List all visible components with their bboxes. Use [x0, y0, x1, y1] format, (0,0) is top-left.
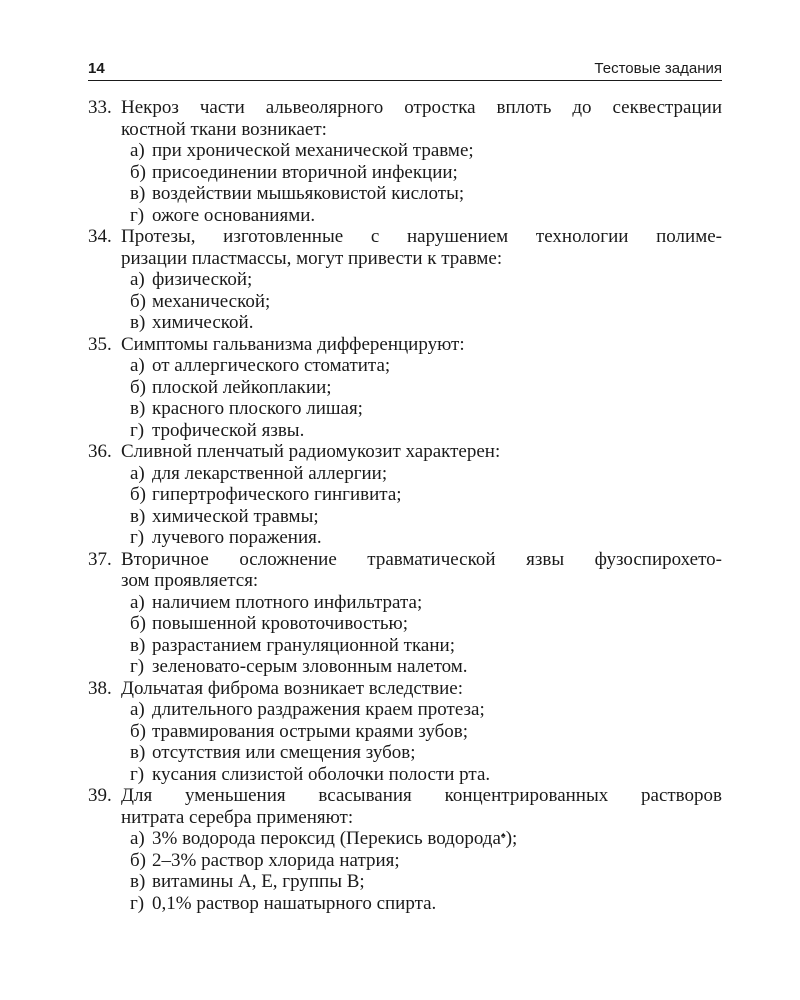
option-text: травмирования острыми краями зубов;: [152, 720, 469, 742]
option-text: 3% водорода пероксид (Перекись водорода: [152, 828, 501, 849]
answer-option: [88, 699, 722, 721]
question-38: [88, 678, 722, 786]
answer-option: [88, 893, 722, 915]
option-text: химической травмы;: [152, 505, 319, 527]
option-text: 2–3% раствор хлорида натрия;: [152, 849, 400, 871]
answer-option: [88, 140, 722, 162]
question-text-continued: зом проявляется:: [121, 570, 259, 591]
option-text: плоской лейкоплакии;: [152, 376, 332, 398]
answer-option: [88, 506, 722, 528]
option-letter: в): [130, 398, 146, 419]
question-number: 36.: [88, 441, 112, 462]
option-letter: г): [130, 419, 145, 441]
answer-option: [88, 420, 722, 442]
answer-option: [88, 592, 722, 614]
question-number: 37.: [88, 548, 112, 570]
option-letter: в): [130, 505, 146, 527]
option-text: наличием плотного инфильтрата;: [152, 591, 423, 613]
option-letter: а): [130, 591, 145, 613]
answer-option: [88, 850, 722, 872]
answer-option: [88, 205, 722, 227]
option-letter: а): [130, 140, 145, 161]
answer-option: [88, 742, 722, 764]
option-text: физической;: [152, 269, 253, 290]
running-header: [88, 60, 722, 81]
option-letter: б): [130, 376, 146, 398]
answer-option: [88, 613, 722, 635]
question-34: [88, 226, 722, 334]
option-text: повышенной кровоточивостью;: [152, 613, 409, 634]
answer-option: [88, 463, 722, 485]
answer-option: [88, 355, 722, 377]
question-text: Симптомы гальванизма дифференцируют:: [121, 333, 465, 355]
option-letter: г): [130, 656, 145, 677]
option-letter: в): [130, 312, 146, 333]
option-letter: в): [130, 634, 146, 656]
option-letter: в): [130, 871, 146, 892]
option-letter: б): [130, 484, 146, 505]
answer-option: [88, 635, 722, 657]
option-text: кусания слизистой оболочки полости рта.: [152, 763, 491, 785]
question-39: [88, 785, 722, 914]
option-letter: а): [130, 269, 145, 290]
option-text-end: );: [505, 828, 518, 849]
option-text: для лекарственной аллергии;: [152, 462, 388, 484]
question-33: [88, 97, 722, 226]
option-text: от аллергического стоматита;: [152, 355, 391, 376]
question-text-continued: нитрата серебра применяют:: [121, 806, 354, 828]
answer-option: [88, 871, 722, 893]
answer-option: [88, 183, 722, 205]
trademark-mark-icon: ♠: [500, 830, 506, 840]
option-text: гипертрофического гингивита;: [152, 484, 402, 505]
section-title: Тестовые задания: [594, 60, 722, 77]
answer-option: [88, 484, 722, 506]
option-letter: б): [130, 720, 146, 742]
question-text: Вторичное осложнение травматической язвы фузоспирохето-: [121, 548, 722, 570]
option-text: 0,1% раствор нашатырного спирта.: [152, 892, 437, 914]
question-number: 35.: [88, 333, 112, 355]
option-text: присоединении вторичной инфекции;: [152, 161, 458, 183]
question-text: Дольчатая фиброма возникает вследствие:: [121, 677, 463, 699]
page: [88, 60, 722, 914]
option-letter: б): [130, 161, 146, 183]
option-text: длительного раздражения краем протеза;: [152, 699, 485, 720]
answer-option: [88, 764, 722, 786]
answer-option: [88, 721, 722, 743]
answer-option: [88, 312, 722, 334]
option-letter: б): [130, 613, 146, 634]
option-text: красного плоского лишая;: [152, 398, 363, 419]
option-letter: г): [130, 763, 145, 785]
option-text: воздействии мышьяковистой кислоты;: [152, 183, 465, 204]
answer-option: [88, 527, 722, 549]
question-text: Протезы, изготовленные с нарушением технологии полиме-: [121, 226, 722, 247]
option-letter: в): [130, 742, 146, 763]
question-text: Сливной пленчатый радиомукозит характерен:: [121, 441, 501, 462]
question-36: [88, 441, 722, 549]
question-text: Некроз части альвеолярного отростка вплоть до секвестрации: [121, 97, 722, 118]
question-number: 34.: [88, 226, 112, 247]
option-text: витамины A, E, группы B;: [152, 871, 365, 892]
question-text-continued: костной ткани возникает:: [121, 118, 327, 140]
option-letter: а): [130, 699, 145, 720]
answer-option: [88, 291, 722, 313]
option-letter: г): [130, 527, 145, 548]
question-35: [88, 334, 722, 442]
answer-option: [88, 162, 722, 184]
option-text: разрастанием грануляционной ткани;: [152, 634, 455, 656]
option-text: химической.: [152, 312, 254, 333]
question-number: 38.: [88, 677, 112, 699]
option-text: при хронической механической травме;: [152, 140, 474, 161]
page-number: 14: [88, 60, 105, 77]
answer-option: [88, 656, 722, 678]
option-letter: а): [130, 828, 145, 849]
question-list: [88, 97, 722, 914]
option-text: ожоге основаниями.: [152, 204, 316, 226]
option-letter: б): [130, 849, 146, 871]
answer-option: [88, 269, 722, 291]
option-text: отсутствия или смещения зубов;: [152, 742, 416, 763]
question-text-continued: ризации пластмассы, могут привести к травме:: [121, 247, 503, 269]
answer-option: [88, 377, 722, 399]
option-letter: в): [130, 183, 146, 204]
answer-option: [88, 398, 722, 420]
option-letter: а): [130, 355, 145, 376]
question-number: 39.: [88, 785, 112, 806]
answer-option: [88, 828, 722, 850]
option-letter: б): [130, 290, 146, 312]
option-text: трофической язвы.: [152, 419, 305, 441]
question-37: [88, 549, 722, 678]
option-letter: г): [130, 204, 145, 226]
option-text: зеленовато-серым зловонным налетом.: [152, 656, 468, 677]
question-text: Для уменьшения всасывания концентрированных растворов: [121, 785, 722, 806]
option-letter: г): [130, 892, 145, 914]
option-text: механической;: [152, 290, 271, 312]
option-text: лучевого поражения.: [152, 527, 322, 548]
option-letter: а): [130, 462, 145, 484]
question-number: 33.: [88, 97, 112, 118]
